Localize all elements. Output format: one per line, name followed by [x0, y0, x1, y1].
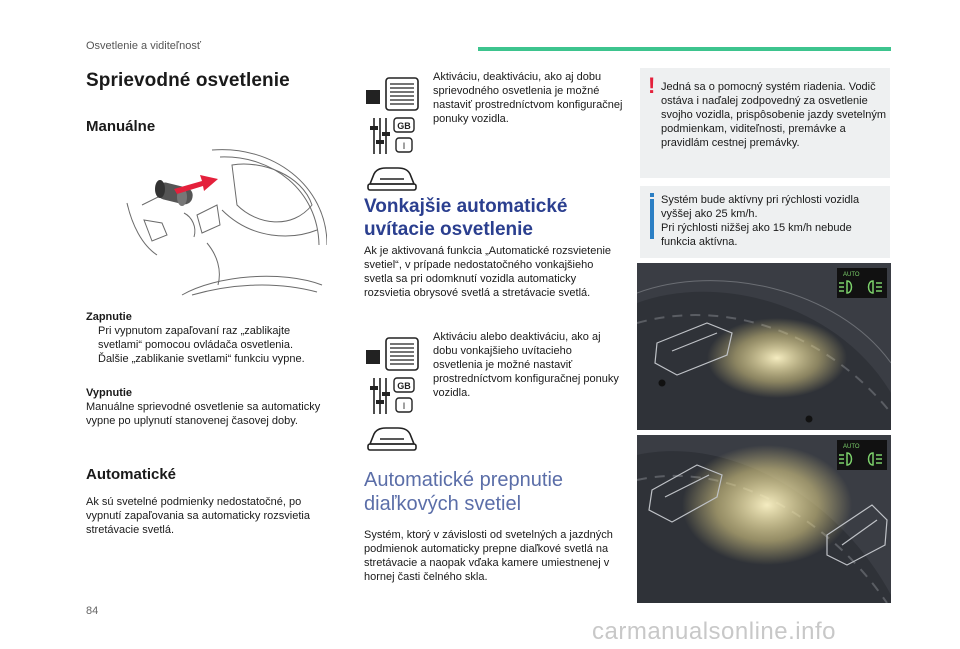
- settings-gb-icon: [364, 374, 420, 418]
- menu-text-1: Aktiváciu, deaktiváciu, ako aj dobu sprievodného osvetlenia je možné nastaviť prostredníctvom konfiguračnej ponuky vozidla.: [433, 71, 623, 125]
- beam-title: Automatické prepnutie diaľkových svetiel: [364, 469, 564, 515]
- road-illustration-high: [637, 435, 891, 603]
- car-icon: [364, 162, 420, 194]
- page-number: 84: [86, 605, 99, 617]
- watermark: carmanualsonline.info: [592, 618, 836, 645]
- info-text-2: Pri rýchlosti nižšej ako 15 km/h nebude funkcia aktívna.: [661, 222, 852, 248]
- page-title: Sprievodné osvetlenie: [86, 70, 290, 91]
- i-label: I: [402, 141, 406, 151]
- warning-icon: !: [648, 73, 656, 98]
- menu-icons-2: [364, 334, 412, 454]
- auto-text: Ak sú svetelné podmienky nedostatočné, po vypnutí zapaľovania sa automaticky rozsvietia stretávacie svetlá.: [86, 496, 310, 536]
- menu-text-2: Aktiváciu alebo deaktiváciu, ako aj dobu vonkajšieho uvítacieho osvetlenia je možné nastaviť prostredníctvom konfiguračnej ponuky vozidla.: [433, 331, 619, 399]
- header-rule: [478, 47, 891, 51]
- gb-label: GB: [397, 121, 411, 131]
- auto-badge-label: AUTO: [843, 272, 860, 278]
- warning-text: Jedná sa o pomocný systém riadenia. Vodič ostáva i naďalej zodpovedný za osvetlenie svojho vozidla, prispôsobenie jazdy svetelným podmienkam, viditeľnosti, premávke a pravidlám cestnej premávky.: [661, 81, 887, 149]
- manual-heading: Manuálne: [86, 118, 156, 135]
- steering-wheel-image: [122, 145, 327, 300]
- section-label: Osvetlenie a viditeľnosť: [86, 40, 201, 52]
- info-text: [661, 193, 886, 249]
- ext-text: Ak je aktivovaná funkcia „Automatické rozsvietenie svetiel“, v prípade nedostatočného vonkajšieho svetla sa pri odomknutí vozidla automaticky rozsvietia obrysové svetlá a stretávacie svetlá.: [364, 245, 612, 299]
- zapnutie-item-1: Pri vypnutom zapaľovaní raz „zablikajte svetlami“ pomocou ovládača osvetlenia.: [98, 325, 294, 351]
- ext-title: Vonkajšie automatické uvítacie osvetlenie: [364, 196, 568, 240]
- zapnutie-item-2: Ďalšie „zablikanie svetlami“ funkciu vypne.: [98, 353, 305, 365]
- road-scene-image: [637, 263, 891, 430]
- gb-label: GB: [397, 381, 411, 391]
- road-illustration-dipped: [637, 263, 891, 430]
- settings-gb-icon: [364, 114, 420, 158]
- screen-device-icon: [364, 334, 420, 374]
- auto-heading: Automatické: [86, 466, 177, 483]
- screen-device-icon: [364, 74, 420, 114]
- auto-badge-label: AUTO: [843, 444, 860, 450]
- road-scene-image: [637, 435, 891, 603]
- i-label: I: [402, 401, 406, 411]
- bullet-glyph: [86, 352, 98, 366]
- list-item: [86, 324, 336, 352]
- beam-text: Systém, ktorý v závislosti od svetelných a jazdných podmienok automaticky prepne diaľkové svetlá na stretávacie a naopak vďaka kamere umiestnenej v hornej časti čelného skla.: [364, 529, 613, 583]
- steering-wheel-illustration: [122, 145, 327, 300]
- vypnutie-label: Vypnutie: [86, 387, 133, 399]
- info-icon: [650, 193, 654, 243]
- vypnutie-text: Manuálne sprievodné osvetlenie sa automaticky vypne po uplynutí stanovenej časovej doby.: [86, 401, 321, 427]
- car-icon: [364, 422, 420, 454]
- zapnutie-label: Zapnutie: [86, 311, 132, 323]
- menu-icons-1: [364, 74, 412, 194]
- info-text-1: Systém bude aktívny pri rýchlosti vozidla vyššej ako 25 km/h.: [661, 194, 860, 220]
- bullet-glyph: [86, 324, 98, 352]
- list-item: [86, 352, 336, 366]
